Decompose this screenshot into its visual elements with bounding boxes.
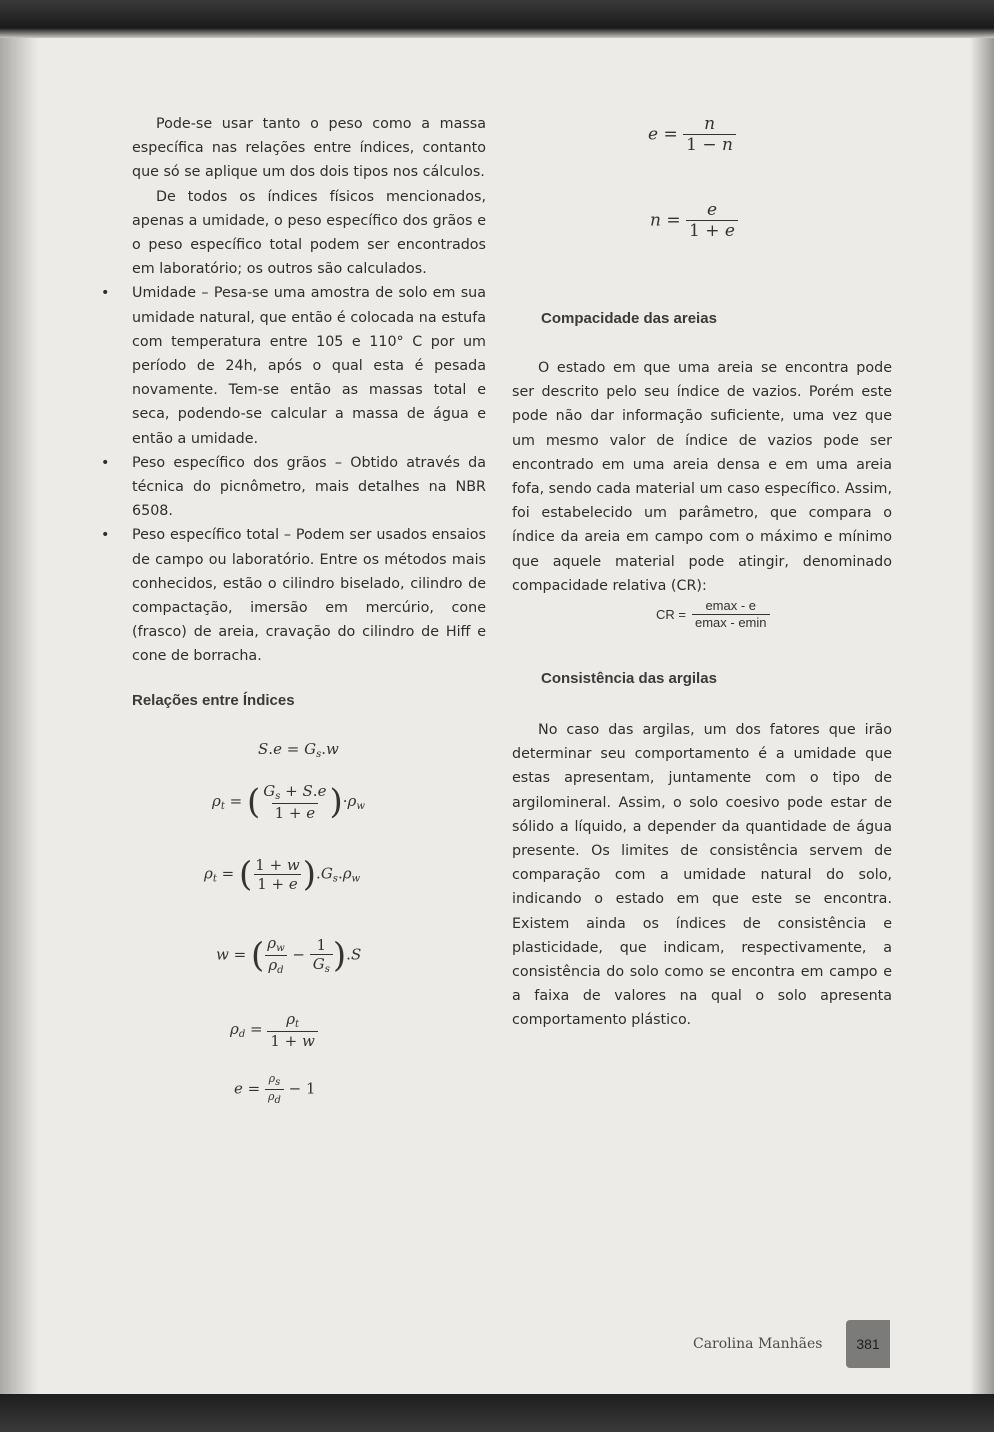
heading-relations: Relações entre Índices xyxy=(132,692,295,709)
paragraph-lab-indices: De todos os índices físicos mencionados, apenas a umidade, o peso específico dos grãos e o peso específico total podem ser encontrados em laboratório; os outros são calculados. xyxy=(132,188,486,278)
heading-clay-consistency: Consistência das argilas xyxy=(541,670,717,687)
equation-rho-t-2: $\rho_t$ = ( $\frac{1 + w}{1 + e}$ )$.G_s.\rho_w$ xyxy=(204,854,361,895)
list-item-humidity: • Umidade – Pesa-se uma amostra de solo em sua umidade natural, que então é colocada na estufa com temperatura entre 105 e 110° C por um período de 24h, após o qual esta é pesada novamente. Tem-se então as massas total e seca, podendo-se calcular a massa de água e então a umidade. xyxy=(132,281,486,450)
paragraph-clays: No caso das argilas, um dos fatores que irão determinar seu comportamento é a umidade que estas apresentam, juntamente com o tipo de argilomineral. Assim, o solo coesivo pode estar de sólido a líquido, a depender da quantidade de água presente. Os limites de consistência servem de comparação com a umidade natural do solo, indicando o estado em que este se encontra. Existem ainda os índices de consistência e plasticidade, que indicam, respectivamente, a consistência do solo como se encontra em campo e a faixa de valores na qual o solo apresenta comportamento plástico. xyxy=(512,722,892,1029)
paragraph-sands: O estado em que uma areia se encontra pode ser descrito pelo seu índice de vazios. Porém este pode não dar informação suficiente, uma vez que um mesmo valor de índice de vazios pode ser encontrado em uma areia densa e em uma areia fofa, sendo cada material um caso específico. Assim, foi estabelecido um parâmetro, que compara o índice da areia em campo com o máximo e mínimo que aquele material pode atingir, denominado compacidade relativa (CR): xyxy=(512,360,892,594)
right-column-sands xyxy=(512,356,892,598)
cr-numerator: emax - e xyxy=(705,598,757,613)
equation-w: w = ( $\frac{\rho_w}{\rho_d}$ − $\frac{1}{G_s}$ ).S xyxy=(216,934,362,976)
list-item-total-weight: • Peso específico total – Podem ser usados ensaios de campo ou laboratório. Entre os métodos mais conhecidos, estão o cilindro biselado, cilindro de compactação, imersão em mercúrio, cone (frasco) de areia, cravação do cilindro de Hiff e cone de borracha. xyxy=(132,523,486,668)
page-number: 381 xyxy=(846,1320,890,1368)
paragraph-units: Pode-se usar tanto o peso como a massa específica nas relações entre índices, contanto que só se aplique um dos dois tipos nos cálculos. xyxy=(132,116,486,181)
heading-sand-compactness: Compacidade das areias xyxy=(541,310,717,327)
right-column-clays xyxy=(512,718,892,1033)
equation-n-from-e: n = $\frac{e}{1 + e}$ xyxy=(650,200,738,242)
index-method-list xyxy=(132,281,486,668)
cr-label: CR = xyxy=(656,606,686,622)
list-item-grain-weight: • Peso específico dos grãos – Obtido através da técnica do picnômetro, mais detalhes na NBR 6508. xyxy=(132,451,486,524)
equation-cr xyxy=(656,598,770,630)
equation-rho-t-1: $\rho_t$ = ( $\frac{G_s + S.e}{1 + e}$ )$\cdot\rho_w$ xyxy=(212,782,365,822)
footer-author: Carolina Manhães xyxy=(693,1336,823,1352)
bottom-book-edge xyxy=(0,1394,994,1432)
equation-e-from-n: e = $\frac{n}{1 - n}$ xyxy=(648,114,736,156)
cr-denominator: emax - emin xyxy=(692,614,770,631)
page-edge-shadow xyxy=(970,38,994,1394)
top-book-edge xyxy=(0,0,994,40)
equation-rho-d: $\rho_d$ = $\frac{\rho_t}{1 + w}$ xyxy=(230,1010,318,1050)
left-column xyxy=(132,112,486,669)
page-gutter-shadow xyxy=(0,38,38,1394)
equation-e-from-rho: e = $\frac{\rho s}{\rho d}$ − 1 xyxy=(234,1072,316,1106)
equation-se-gsw: $S.e = G_s.w$ xyxy=(258,740,339,760)
